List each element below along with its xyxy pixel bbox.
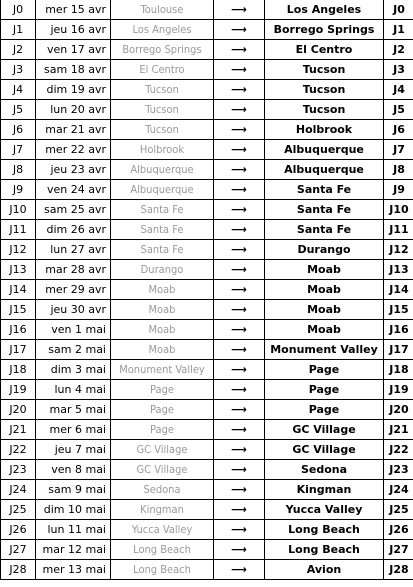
- date-cell: sam 25 avr: [36, 200, 111, 220]
- arrow-icon: ⟶: [214, 400, 265, 420]
- origin-cell: Kingman: [111, 500, 214, 520]
- date-cell: sam 9 mai: [36, 480, 111, 500]
- arrow-icon: ⟶: [214, 320, 265, 340]
- table-row: [1, 380, 413, 400]
- date-cell: mar 28 avr: [36, 260, 111, 280]
- origin-cell: Moab: [111, 280, 214, 300]
- date-cell: jeu 7 mai: [36, 440, 111, 460]
- arrow-icon: ⟶: [214, 80, 265, 100]
- origin-cell: Durango: [111, 260, 214, 280]
- destination-cell: Albuquerque: [265, 140, 384, 160]
- arrow-icon: ⟶: [214, 200, 265, 220]
- date-cell: ven 17 avr: [36, 40, 111, 60]
- table-row: [1, 480, 413, 500]
- table-row: [1, 440, 413, 460]
- date-cell: ven 24 avr: [36, 180, 111, 200]
- destination-cell: Santa Fe: [265, 220, 384, 240]
- arrow-icon: ⟶: [214, 280, 265, 300]
- arrow-icon: ⟶: [214, 300, 265, 320]
- day-cell-right: J16: [384, 320, 413, 340]
- day-cell-right: J18: [384, 360, 413, 380]
- origin-cell: Santa Fe: [111, 240, 214, 260]
- origin-cell: Long Beach: [111, 560, 214, 580]
- day-cell-right: J12: [384, 240, 413, 260]
- arrow-icon: ⟶: [214, 480, 265, 500]
- destination-cell: Santa Fe: [265, 200, 384, 220]
- day-cell: J19: [1, 380, 36, 400]
- day-cell: J18: [1, 360, 36, 380]
- table-row: [1, 280, 413, 300]
- day-cell-right: J9: [384, 180, 413, 200]
- day-cell-right: J27: [384, 540, 413, 560]
- origin-cell: Sedona: [111, 480, 214, 500]
- destination-cell: Moab: [265, 300, 384, 320]
- day-cell-right: J23: [384, 460, 413, 480]
- origin-cell: Moab: [111, 320, 214, 340]
- destination-cell: Tucson: [265, 60, 384, 80]
- arrow-icon: ⟶: [214, 360, 265, 380]
- day-cell-right: J6: [384, 120, 413, 140]
- day-cell-right: J2: [384, 40, 413, 60]
- origin-cell: Holbrook: [111, 140, 214, 160]
- day-cell-right: J28: [384, 560, 413, 580]
- origin-cell: Borrego Springs: [111, 40, 214, 60]
- origin-cell: Albuquerque: [111, 180, 214, 200]
- day-cell: J0: [1, 0, 36, 20]
- date-cell: sam 18 avr: [36, 60, 111, 80]
- table-row: [1, 320, 413, 340]
- day-cell-right: J19: [384, 380, 413, 400]
- origin-cell: Los Angeles: [111, 20, 214, 40]
- table-row: [1, 200, 413, 220]
- day-cell-right: J7: [384, 140, 413, 160]
- day-cell: J8: [1, 160, 36, 180]
- destination-cell: Page: [265, 400, 384, 420]
- day-cell: J22: [1, 440, 36, 460]
- origin-cell: Long Beach: [111, 540, 214, 560]
- day-cell: J10: [1, 200, 36, 220]
- arrow-icon: ⟶: [214, 180, 265, 200]
- day-cell-right: J3: [384, 60, 413, 80]
- date-cell: mar 12 mai: [36, 540, 111, 560]
- origin-cell: GC Village: [111, 460, 214, 480]
- table-row: [1, 220, 413, 240]
- day-cell: J28: [1, 560, 36, 580]
- day-cell-right: J25: [384, 500, 413, 520]
- destination-cell: GC Village: [265, 420, 384, 440]
- origin-cell: Page: [111, 420, 214, 440]
- table-row: [1, 500, 413, 520]
- arrow-icon: ⟶: [214, 560, 265, 580]
- table-row: [1, 540, 413, 560]
- arrow-icon: ⟶: [214, 500, 265, 520]
- destination-cell: Kingman: [265, 480, 384, 500]
- destination-cell: Albuquerque: [265, 160, 384, 180]
- day-cell-right: J22: [384, 440, 413, 460]
- origin-cell: Santa Fe: [111, 220, 214, 240]
- day-cell-right: J21: [384, 420, 413, 440]
- destination-cell: Moab: [265, 320, 384, 340]
- day-cell: J12: [1, 240, 36, 260]
- day-cell-right: J8: [384, 160, 413, 180]
- day-cell-right: J26: [384, 520, 413, 540]
- day-cell: J7: [1, 140, 36, 160]
- destination-cell: Page: [265, 360, 384, 380]
- origin-cell: Yucca Valley: [111, 520, 214, 540]
- destination-cell: Los Angeles: [265, 0, 384, 20]
- destination-cell: Holbrook: [265, 120, 384, 140]
- date-cell: mer 29 avr: [36, 280, 111, 300]
- date-cell: mer 6 mai: [36, 420, 111, 440]
- day-cell: J5: [1, 100, 36, 120]
- day-cell: J2: [1, 40, 36, 60]
- date-cell: dim 10 mai: [36, 500, 111, 520]
- date-cell: mer 15 avr: [36, 0, 111, 20]
- destination-cell: Moab: [265, 280, 384, 300]
- destination-cell: Long Beach: [265, 520, 384, 540]
- origin-cell: Tucson: [111, 120, 214, 140]
- day-cell: J4: [1, 80, 36, 100]
- arrow-icon: ⟶: [214, 60, 265, 80]
- date-cell: mer 13 mai: [36, 560, 111, 580]
- destination-cell: GC Village: [265, 440, 384, 460]
- table-row: [1, 0, 413, 20]
- arrow-icon: ⟶: [214, 160, 265, 180]
- arrow-icon: ⟶: [214, 380, 265, 400]
- day-cell: J11: [1, 220, 36, 240]
- itinerary-body: [1, 0, 413, 580]
- destination-cell: Moab: [265, 260, 384, 280]
- table-row: [1, 140, 413, 160]
- day-cell: J13: [1, 260, 36, 280]
- day-cell: J6: [1, 120, 36, 140]
- day-cell: J21: [1, 420, 36, 440]
- destination-cell: Sedona: [265, 460, 384, 480]
- day-cell-right: J10: [384, 200, 413, 220]
- arrow-icon: ⟶: [214, 540, 265, 560]
- destination-cell: Avion: [265, 560, 384, 580]
- origin-cell: El Centro: [111, 60, 214, 80]
- arrow-icon: ⟶: [214, 140, 265, 160]
- day-cell-right: J1: [384, 20, 413, 40]
- date-cell: dim 19 avr: [36, 80, 111, 100]
- table-row: [1, 400, 413, 420]
- destination-cell: Long Beach: [265, 540, 384, 560]
- date-cell: dim 26 avr: [36, 220, 111, 240]
- table-row: [1, 80, 413, 100]
- table-row: [1, 300, 413, 320]
- arrow-icon: ⟶: [214, 0, 265, 20]
- arrow-icon: ⟶: [214, 440, 265, 460]
- date-cell: sam 2 mai: [36, 340, 111, 360]
- day-cell: J24: [1, 480, 36, 500]
- arrow-icon: ⟶: [214, 220, 265, 240]
- destination-cell: Borrego Springs: [265, 20, 384, 40]
- arrow-icon: ⟶: [214, 40, 265, 60]
- date-cell: mer 22 avr: [36, 140, 111, 160]
- origin-cell: GC Village: [111, 440, 214, 460]
- day-cell-right: J15: [384, 300, 413, 320]
- arrow-icon: ⟶: [214, 260, 265, 280]
- table-row: [1, 560, 413, 580]
- day-cell-right: J11: [384, 220, 413, 240]
- table-row: [1, 180, 413, 200]
- arrow-icon: ⟶: [214, 420, 265, 440]
- table-row: [1, 460, 413, 480]
- origin-cell: Page: [111, 380, 214, 400]
- date-cell: jeu 23 avr: [36, 160, 111, 180]
- destination-cell: Yucca Valley: [265, 500, 384, 520]
- table-row: [1, 120, 413, 140]
- arrow-icon: ⟶: [214, 100, 265, 120]
- day-cell-right: J20: [384, 400, 413, 420]
- date-cell: dim 3 mai: [36, 360, 111, 380]
- day-cell: J14: [1, 280, 36, 300]
- day-cell-right: J17: [384, 340, 413, 360]
- date-cell: ven 1 mai: [36, 320, 111, 340]
- day-cell: J25: [1, 500, 36, 520]
- date-cell: mar 21 avr: [36, 120, 111, 140]
- day-cell: J3: [1, 60, 36, 80]
- day-cell: J16: [1, 320, 36, 340]
- origin-cell: Santa Fe: [111, 200, 214, 220]
- date-cell: lun 20 avr: [36, 100, 111, 120]
- day-cell-right: J14: [384, 280, 413, 300]
- date-cell: lun 4 mai: [36, 380, 111, 400]
- table-row: [1, 40, 413, 60]
- destination-cell: Tucson: [265, 80, 384, 100]
- day-cell: J20: [1, 400, 36, 420]
- day-cell-right: J24: [384, 480, 413, 500]
- day-cell: J23: [1, 460, 36, 480]
- date-cell: ven 8 mai: [36, 460, 111, 480]
- destination-cell: Page: [265, 380, 384, 400]
- date-cell: mar 5 mai: [36, 400, 111, 420]
- arrow-icon: ⟶: [214, 20, 265, 40]
- table-row: [1, 20, 413, 40]
- table-row: [1, 340, 413, 360]
- origin-cell: Tucson: [111, 80, 214, 100]
- day-cell: J9: [1, 180, 36, 200]
- day-cell: J15: [1, 300, 36, 320]
- table-row: [1, 60, 413, 80]
- destination-cell: Santa Fe: [265, 180, 384, 200]
- arrow-icon: ⟶: [214, 340, 265, 360]
- date-cell: jeu 16 avr: [36, 20, 111, 40]
- table-row: [1, 160, 413, 180]
- origin-cell: Monument Valley: [111, 360, 214, 380]
- origin-cell: Page: [111, 400, 214, 420]
- origin-cell: Moab: [111, 340, 214, 360]
- day-cell-right: J5: [384, 100, 413, 120]
- arrow-icon: ⟶: [214, 460, 265, 480]
- origin-cell: Albuquerque: [111, 160, 214, 180]
- destination-cell: Tucson: [265, 100, 384, 120]
- arrow-icon: ⟶: [214, 240, 265, 260]
- table-row: [1, 100, 413, 120]
- origin-cell: Moab: [111, 300, 214, 320]
- date-cell: lun 27 avr: [36, 240, 111, 260]
- day-cell: J27: [1, 540, 36, 560]
- day-cell-right: J4: [384, 80, 413, 100]
- date-cell: jeu 30 avr: [36, 300, 111, 320]
- date-cell: lun 11 mai: [36, 520, 111, 540]
- arrow-icon: ⟶: [214, 520, 265, 540]
- table-row: [1, 260, 413, 280]
- destination-cell: El Centro: [265, 40, 384, 60]
- day-cell: J26: [1, 520, 36, 540]
- destination-cell: Monument Valley: [265, 340, 384, 360]
- table-row: [1, 360, 413, 380]
- table-row: [1, 520, 413, 540]
- destination-cell: Durango: [265, 240, 384, 260]
- day-cell-right: J13: [384, 260, 413, 280]
- table-row: [1, 420, 413, 440]
- table-row: [1, 240, 413, 260]
- day-cell: J1: [1, 20, 36, 40]
- day-cell-right: J0: [384, 0, 413, 20]
- arrow-icon: ⟶: [214, 120, 265, 140]
- origin-cell: Toulouse: [111, 0, 214, 20]
- day-cell: J17: [1, 340, 36, 360]
- origin-cell: Tucson: [111, 100, 214, 120]
